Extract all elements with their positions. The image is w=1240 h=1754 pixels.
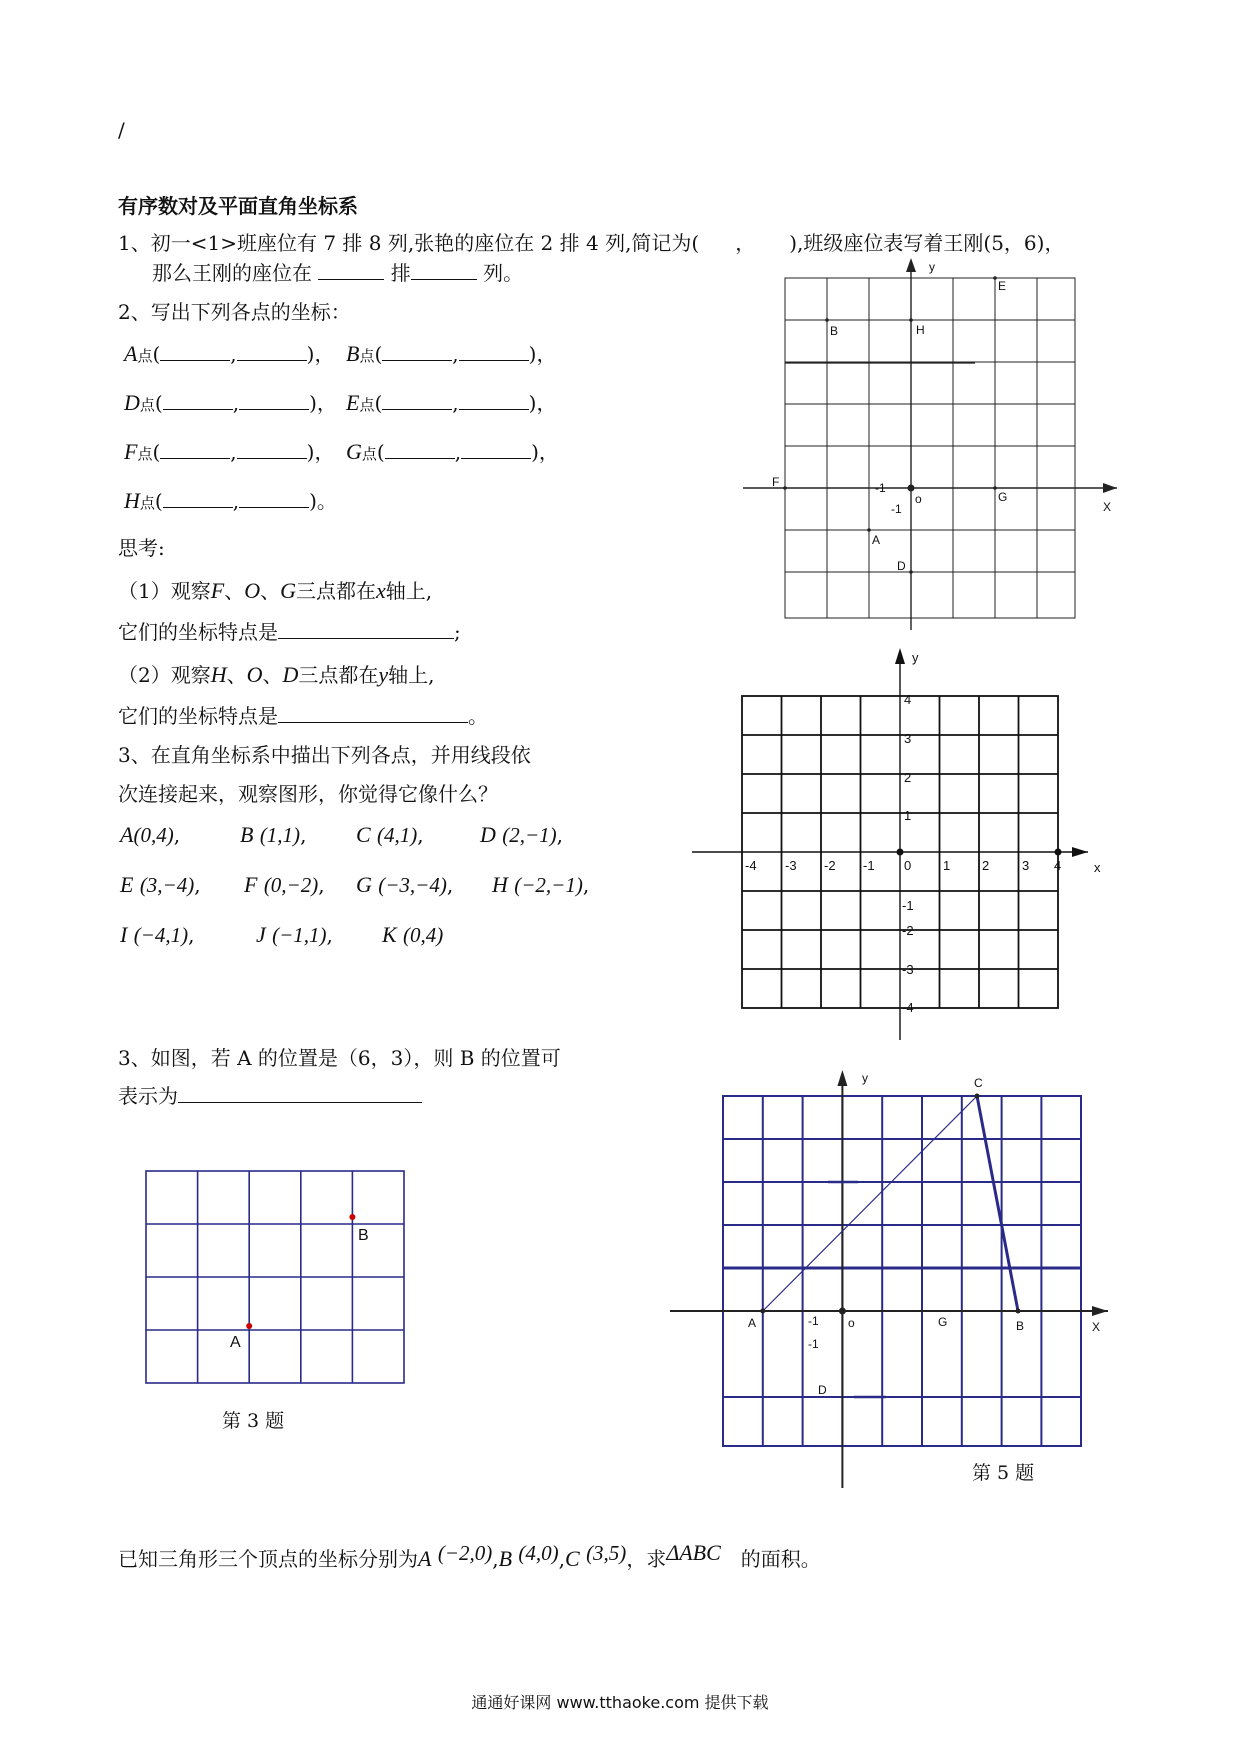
q3b-line1: 3、如图，若 A 的位置是（6，3），则 B 的位置可 <box>118 1046 561 1070</box>
q2-point-suffix: 点 <box>137 347 153 365</box>
think-1-b: 三点都在 <box>295 579 376 603</box>
fig1-label-f: F <box>772 475 780 489</box>
fig2-xtick-6: 1 <box>943 858 951 873</box>
think-2-blank[interactable] <box>278 722 468 723</box>
x-axis-arrow-icon <box>1072 847 1088 857</box>
q2-blank-h-y[interactable] <box>239 507 309 508</box>
coordinate-figure-2 <box>690 648 1110 1056</box>
think-1-c: 轴上, <box>385 579 433 603</box>
q2-blank-a-x[interactable] <box>160 360 230 361</box>
q3-point-k: K <box>382 922 397 947</box>
triangle-point-c: C <box>565 1546 580 1571</box>
page-title: 有序数对及平面直角坐标系 <box>118 194 358 218</box>
q2-point-g-name: G <box>346 439 362 464</box>
q1-line2 <box>152 263 523 283</box>
q3-line1: 3、在直角坐标系中描出下列各点，并用线段依 <box>118 743 531 767</box>
think-1-f: F <box>210 578 225 603</box>
fig3-label-g: G <box>938 1315 948 1329</box>
fig2-x-label: x <box>1094 860 1101 875</box>
q2-blank-h-x[interactable] <box>163 507 233 508</box>
fig1-tick-y: -1 <box>891 502 902 516</box>
q3-point-h: H <box>492 872 508 897</box>
fig2-ytick-7: -3 <box>902 962 914 977</box>
stray-mark: / <box>118 118 125 142</box>
fig3-tick-y: -1 <box>808 1337 819 1351</box>
fig1-label-h: H <box>916 323 925 337</box>
q3-point-e: E <box>120 872 134 897</box>
fig3-x-label: X <box>1092 1320 1101 1334</box>
q2-intro: 2、写出下列各点的坐标： <box>118 300 351 324</box>
q3-line2: 次连接起来，观察图形，你觉得它像什么？ <box>118 782 498 806</box>
think-1-axis: x <box>375 578 386 603</box>
triangle-sep-2: , <box>558 1547 566 1571</box>
point-b-dot <box>349 1214 355 1220</box>
think-1-o: O <box>244 578 261 603</box>
triangle-point-b: B <box>498 1546 513 1571</box>
think-2-axis: y <box>378 662 389 687</box>
segment-ac <box>763 1096 977 1311</box>
q1-line2-a: 那么王刚的座位在 <box>152 261 312 285</box>
label-b: B <box>358 1227 369 1244</box>
q2-point-suffix: 点 <box>139 494 155 512</box>
triangle-question <box>118 1540 821 1571</box>
fig3-label-c: C <box>974 1076 983 1090</box>
q3-coord-d: (2,−1) <box>502 823 557 847</box>
fig2-xtick-1: -4 <box>745 858 757 873</box>
q3b-blank[interactable] <box>178 1102 422 1103</box>
q2-blank-b-x[interactable] <box>382 360 452 361</box>
think-2-h: H <box>210 662 227 687</box>
q2-point-b-name: B <box>346 341 360 366</box>
grid-figure-q3 <box>140 1165 410 1390</box>
x-axis-arrow-icon <box>1092 1306 1108 1316</box>
q2-blank-f-y[interactable] <box>237 458 307 459</box>
fig3-label-a: A <box>748 1316 757 1330</box>
fig1-label-e: E <box>998 279 1007 293</box>
q2-blank-e-x[interactable] <box>382 409 452 410</box>
fig1-y-label: y <box>929 260 935 274</box>
triangle-coord-b: (4,0) <box>518 1541 559 1565</box>
q3-coord-e: (3,−4) <box>139 873 195 897</box>
fig2-ytick-8: -4 <box>902 1000 914 1015</box>
fig3-label-b: B <box>1016 1319 1025 1333</box>
q2-point-a-name: A <box>124 341 138 366</box>
q3-point-i: I <box>120 922 128 947</box>
coordinate-figure-1 <box>735 258 1135 630</box>
page-footer: 通通好课网 www.tthaoke.com 提供下载 <box>471 1693 769 1712</box>
triangle-coord-c: (3,5) <box>586 1541 627 1565</box>
think-2-line2 <box>118 706 488 726</box>
q1-blank-row[interactable] <box>318 279 384 280</box>
fig2-xtick-3: -2 <box>824 858 836 873</box>
triangle-sep-1: , <box>492 1547 499 1571</box>
think-2-a: （2）观察 <box>118 663 211 687</box>
fig3-label-o: o <box>848 1316 855 1330</box>
q2-blank-d-x[interactable] <box>163 409 233 410</box>
q3-coord-j: (−1,1) <box>272 923 327 947</box>
q3-point-b: B <box>240 822 254 847</box>
q2-point-d-name: D <box>124 390 140 415</box>
think-2: （2）观察H、O、D三点都在y轴上, <box>118 662 435 687</box>
q3-coord-k: (0,4) <box>403 923 444 947</box>
q3-point-f: F <box>244 872 258 897</box>
coordinate-figure-3 <box>668 1068 1118 1492</box>
q3-coord-a: (0,4) <box>133 823 174 847</box>
think-2-end: 。 <box>468 704 488 728</box>
think-1-a: （1）观察 <box>118 579 211 603</box>
think-1-line2 <box>118 622 461 642</box>
q3-coord-b: (1,1) <box>259 823 301 847</box>
fig1-x-label: X <box>1103 500 1112 514</box>
fig2-ytick-4: 1 <box>904 808 912 823</box>
q3-coord-h: (−2,−1) <box>514 873 583 897</box>
q2-point-suffix: 点 <box>137 445 153 463</box>
q1-line2-b: 排 <box>390 261 411 285</box>
think-1-line2-text: 它们的坐标特点是 <box>118 620 278 644</box>
q3-points: A(0,4), B (1,1), C (4,1), D (2,−1), E (3,−4), F (0,−2), G (−3,−4), H (−2,−1), I (−4,1), J (−1,1), K (0,4) <box>120 822 590 947</box>
think-2-o: O <box>246 662 263 687</box>
fig1-label-a: A <box>872 533 881 547</box>
fig2-xtick-9: 4 <box>1054 858 1062 873</box>
q3-coord-i: (−4,1) <box>133 923 189 947</box>
think-1: （1）观察F、O、G三点都在x轴上, <box>118 578 433 603</box>
think-2-line2-text: 它们的坐标特点是 <box>118 704 278 728</box>
fig2-ytick-3: 2 <box>904 770 912 785</box>
q3-point-d: D <box>480 822 496 847</box>
q3-coord-g: (−3,−4) <box>378 873 447 897</box>
q1-blank-col[interactable] <box>411 279 477 280</box>
segment-cb <box>977 1096 1018 1311</box>
y-axis-arrow-icon <box>906 258 916 272</box>
triangle-question-a: 已知三角形三个顶点的坐标分别为 <box>118 1547 418 1571</box>
triangle-coord-a: (−2,0) <box>437 1541 493 1565</box>
q2-point-h-name: H <box>124 488 140 513</box>
q1-line2-c: 列。 <box>483 261 524 285</box>
q1-line1-a: 1、初一<1>班座位有 7 排 8 列,张艳的座位在 2 排 4 列,简记为( <box>118 231 700 255</box>
q3-point-g: G <box>356 872 372 897</box>
think-label: 思考: <box>118 536 165 560</box>
q2-point-f-name: F <box>124 439 138 464</box>
fig2-xtick-8: 3 <box>1022 858 1030 873</box>
q2-point-suffix: 点 <box>139 396 155 414</box>
fig2-xtick-4: -1 <box>863 858 875 873</box>
x-axis-arrow-icon <box>1103 483 1117 493</box>
q2-point-suffix: 点 <box>359 396 375 414</box>
q2-point-suffix: 点 <box>359 347 375 365</box>
q3b-line2 <box>118 1086 422 1106</box>
q1-line1-c: ),班级座位表写着王刚(5，6)， <box>789 231 1065 255</box>
think-2-d: D <box>282 662 299 687</box>
think-1-g: G <box>280 578 296 603</box>
q2-blank-b-y[interactable] <box>459 360 529 361</box>
fig1-label-b: B <box>830 324 839 338</box>
q3-coord-c: (4,1) <box>377 823 418 847</box>
q2-blank-g-x[interactable] <box>385 458 455 459</box>
triangle-question-b: ，求 <box>626 1547 667 1571</box>
fig2-ytick-2: 3 <box>904 731 912 746</box>
q2-point-suffix: 点 <box>361 445 377 463</box>
point-a-dot <box>246 1323 252 1329</box>
fig2-ytick-5: -1 <box>902 898 914 913</box>
q1-line1-b: ， <box>735 231 756 255</box>
y-axis-arrow-icon <box>895 648 905 664</box>
fig1-label-d: D <box>897 559 906 573</box>
q3-point-a: A <box>120 822 134 847</box>
think-1-end: ; <box>454 620 461 644</box>
triangle-question-c: 的面积。 <box>740 1547 821 1571</box>
fig2-xtick-7: 2 <box>982 858 990 873</box>
q2-blank-d-y[interactable] <box>239 409 309 410</box>
q3-coord-f: (0,−2) <box>263 873 319 897</box>
fig1-tick-x: -1 <box>875 481 886 495</box>
caption-q5: 第 5 题 <box>972 1462 1035 1484</box>
fig2-y-label: y <box>912 650 919 665</box>
think-1-blank[interactable] <box>278 638 454 639</box>
q3b-line2-text: 表示为 <box>118 1084 178 1108</box>
y-axis-arrow-icon <box>837 1070 847 1086</box>
triangle-point-a: A <box>418 1546 432 1571</box>
fig2-xtick-5: 0 <box>904 858 912 873</box>
q2-blank-g-y[interactable] <box>461 458 531 459</box>
q2-point-e-name: E <box>346 390 360 415</box>
caption-q3: 第 3 题 <box>222 1410 285 1432</box>
q2-blank-a-y[interactable] <box>237 360 307 361</box>
fig2-xtick-2: -3 <box>785 858 797 873</box>
fig2-ytick-6: -2 <box>902 923 914 938</box>
fig1-label-g: G <box>998 490 1008 504</box>
q1-line1 <box>118 233 1064 253</box>
q3-point-c: C <box>356 822 371 847</box>
think-2-c: 轴上, <box>388 663 435 687</box>
fig3-label-d: D <box>818 1383 827 1397</box>
q2-blank-e-y[interactable] <box>459 409 529 410</box>
think-2-b: 三点都在 <box>298 663 379 687</box>
triangle-name: ΔABC <box>666 1540 721 1565</box>
q2-blank-f-x[interactable] <box>160 458 230 459</box>
q3-point-j: J <box>256 922 266 947</box>
fig3-tick-x: -1 <box>808 1314 819 1328</box>
fig1-label-o: o <box>915 492 922 506</box>
fig2-ytick-1: 4 <box>904 692 912 707</box>
fig3-y-label: y <box>862 1071 868 1085</box>
label-a: A <box>230 1334 241 1351</box>
